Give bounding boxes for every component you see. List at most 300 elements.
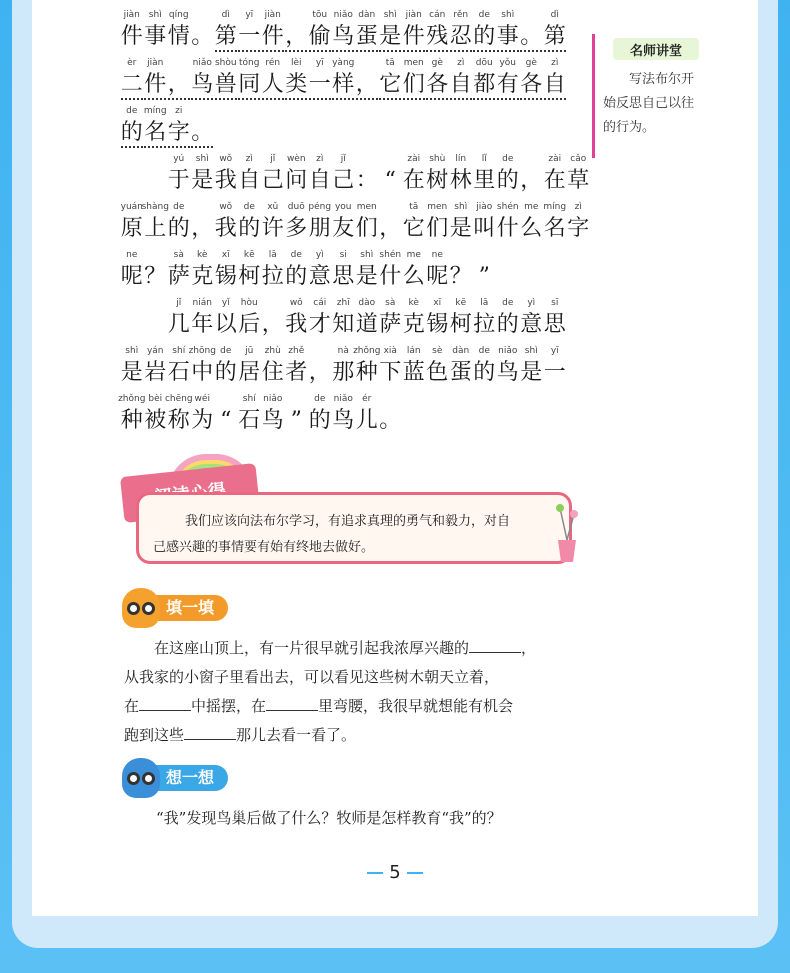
hanzi: 里 (473, 168, 496, 193)
ruby-char (332, 8, 356, 52)
ruby-char (191, 8, 215, 52)
side-note (592, 34, 700, 158)
hanzi: 下 (379, 360, 402, 385)
hanzi: 萨 (167, 264, 190, 289)
pinyin: zhī (336, 298, 350, 308)
hanzi: 人 (262, 70, 284, 100)
pinyin: zhù (264, 346, 281, 356)
hanzi: 己 (261, 168, 284, 193)
fill-in-title: 填一填 (156, 595, 228, 621)
side-note-text: 写法布尔开始反思自己以往的行为。 (603, 72, 695, 135)
ruby-char (191, 200, 215, 244)
ruby-char (473, 8, 497, 52)
ruby-char (355, 152, 379, 196)
hanzi: 。 (191, 24, 214, 49)
pinyin: de (478, 10, 490, 20)
ruby-char (473, 200, 497, 244)
ruby-char (120, 296, 144, 340)
ruby-char (496, 8, 520, 52)
pinyin: zhǒng (353, 346, 381, 356)
ruby-char (144, 56, 168, 100)
pinyin: shàng (141, 202, 169, 212)
pinyin: èr (127, 58, 137, 68)
pinyin: jiàn (123, 10, 140, 20)
pinyin: wéi (194, 394, 210, 404)
hanzi: 我 (214, 216, 237, 241)
hanzi: 呢 (120, 264, 143, 289)
ruby-char (238, 344, 262, 388)
ruby-char (402, 296, 426, 340)
fill-in-section-header (122, 592, 228, 624)
hanzi: 件 (403, 22, 425, 52)
hanzi: 克 (191, 264, 214, 289)
hanzi: 叫 (473, 216, 496, 241)
pinyin: lā (268, 250, 277, 260)
exercise-line: 在 中摇摆，在 里弯腰，我很早就想能有机会 (124, 697, 514, 715)
pinyin: zài (548, 154, 562, 164)
pinyin: men (427, 202, 448, 212)
hanzi: 的 (214, 360, 237, 385)
hanzi: 是 (191, 168, 214, 193)
hanzi: ？ (449, 264, 472, 289)
ruby-char (520, 296, 544, 340)
hanzi: 什 (379, 264, 402, 289)
pinyin: chēng (164, 394, 193, 404)
pinyin: rěn (453, 10, 469, 20)
hanzi: 中 (191, 360, 214, 385)
ruby-char (496, 344, 520, 388)
page-number: 5 (0, 862, 790, 883)
hanzi: 住 (261, 360, 284, 385)
ruby-char (402, 152, 426, 196)
ruby-char (473, 152, 497, 196)
ruby-char (449, 8, 473, 52)
ruby-char (402, 200, 426, 244)
hanzi: 的 (496, 168, 519, 193)
ruby-char (261, 296, 285, 340)
ruby-char (144, 104, 168, 148)
hanzi: 种 (120, 408, 143, 433)
story-line (120, 344, 590, 388)
ruby-char (355, 296, 379, 340)
pinyin: hòu (240, 298, 258, 308)
ruby-char (379, 344, 403, 388)
ruby-char (496, 56, 520, 100)
pinyin: shì (454, 202, 468, 212)
pinyin: yī (245, 10, 254, 20)
pinyin: xià (383, 346, 397, 356)
pinyin: shì (501, 10, 515, 20)
pinyin: ér (362, 394, 372, 404)
ruby-char (261, 392, 285, 436)
ruby-char (426, 8, 450, 52)
reading-notes-box (136, 492, 572, 564)
ruby-char (238, 8, 262, 52)
pinyin: men (356, 202, 377, 212)
blank-field[interactable] (139, 697, 191, 711)
pinyin: míng (143, 106, 167, 116)
hanzi: 蓝 (402, 360, 425, 385)
hanzi: ， (168, 70, 190, 100)
pinyin: shì (195, 154, 209, 164)
ruby-char (379, 200, 403, 244)
ruby-char (120, 152, 144, 196)
pinyin: sè (432, 346, 443, 356)
ruby-char (520, 200, 544, 244)
hanzi: 们 (355, 216, 378, 241)
hanzi: 自 (238, 168, 261, 193)
pinyin: kè (408, 298, 419, 308)
ruby-char (214, 8, 238, 52)
exercise-line: 跑到这些 那儿去看一看了。 (124, 726, 357, 744)
ruby-char (567, 152, 591, 196)
ruby-char (379, 56, 403, 100)
pinyin: de (290, 250, 302, 260)
hanzi: 意 (520, 312, 543, 337)
ruby-char (355, 248, 379, 292)
hanzi: 锡 (426, 312, 449, 337)
reading-notes-line: 己感兴趣的事情要有始有终地去做好。 (153, 540, 375, 555)
hanzi: 种 (355, 360, 378, 385)
hanzi: 我 (285, 312, 308, 337)
hanzi: 是 (520, 360, 543, 385)
ruby-char (520, 344, 544, 388)
hanzi: ， (285, 22, 307, 52)
pinyin: lín (455, 154, 467, 164)
pinyin: de (478, 346, 490, 356)
pinyin: men (403, 58, 424, 68)
pinyin: gè (431, 58, 443, 68)
ruby-char (426, 56, 450, 100)
ruby-char (543, 344, 567, 388)
pinyin: de (173, 202, 185, 212)
pinyin: gè (525, 58, 537, 68)
ruby-char (167, 104, 191, 148)
hanzi: 各 (520, 70, 542, 100)
ruby-char (285, 296, 309, 340)
ruby-char (543, 296, 567, 340)
ruby-char (191, 152, 215, 196)
ruby-char (167, 152, 191, 196)
ruby-char (543, 56, 567, 100)
hanzi: 件 (262, 22, 284, 52)
pinyin: nián (192, 298, 212, 308)
hanzi: 称 (167, 408, 190, 433)
hanzi: 们 (403, 70, 425, 100)
hanzi: 己 (332, 168, 355, 193)
hanzi: 二 (121, 70, 143, 100)
ruby-char (473, 344, 497, 388)
ruby-char (214, 200, 238, 244)
ruby-char (167, 296, 191, 340)
hanzi: 类 (285, 70, 307, 100)
ruby-char (214, 392, 238, 436)
hanzi: 的 (167, 216, 190, 241)
ruby-char (191, 392, 215, 436)
hanzi: 情 (167, 24, 190, 49)
pinyin: de (243, 202, 255, 212)
ruby-char (238, 56, 262, 100)
ruby-char (261, 248, 285, 292)
pinyin: zì (574, 202, 582, 212)
hanzi: 事 (497, 22, 519, 52)
pinyin: ne (431, 250, 443, 260)
hanzi: 石 (238, 408, 261, 433)
hanzi: 锡 (214, 264, 237, 289)
hanzi: 鸟 (261, 408, 284, 433)
pinyin: lèi (290, 58, 302, 68)
hanzi: 。 (379, 408, 402, 433)
ruby-char (449, 56, 473, 100)
pinyin: sà (173, 250, 184, 260)
hanzi: 名 (144, 118, 166, 148)
ruby-char (355, 200, 379, 244)
ruby-char (285, 344, 309, 388)
pinyin: xī (433, 298, 442, 308)
hanzi: 被 (144, 408, 167, 433)
ruby-char (120, 392, 144, 436)
pinyin: yī (315, 58, 324, 68)
ruby-char (214, 296, 238, 340)
hanzi: 们 (426, 216, 449, 241)
hanzi: 上 (144, 216, 167, 241)
hanzi: 第 (215, 22, 237, 52)
pinyin: sī (551, 298, 559, 308)
hanzi: 林 (449, 168, 472, 193)
pinyin: shì (383, 10, 397, 20)
hanzi: “ (384, 168, 396, 193)
ruby-char (426, 200, 450, 244)
hanzi: 。 (191, 118, 213, 148)
hanzi: 于 (167, 168, 190, 193)
pinyin: shí (172, 346, 186, 356)
hanzi: 的 (496, 312, 519, 337)
pinyin: zì (551, 58, 559, 68)
pinyin: zhōng (188, 346, 216, 356)
pinyin: me (406, 250, 421, 260)
ruby-char (144, 152, 168, 196)
hanzi: 年 (191, 312, 214, 337)
pinyin: xī (221, 250, 230, 260)
ruby-char (449, 152, 473, 196)
exercise-line: 从我家的小窗子里看出去，可以看见这些树木朝天立着， (124, 668, 500, 686)
hanzi: ， (261, 312, 284, 337)
hanzi: 它 (402, 216, 425, 241)
hanzi: 忍 (450, 22, 472, 52)
hanzi: 一 (309, 70, 331, 100)
story-line (120, 8, 590, 52)
hanzi: ， (379, 216, 402, 241)
ruby-char (308, 296, 332, 340)
pinyin: shì (148, 10, 162, 20)
hanzi: ， (308, 360, 331, 385)
ruby-char (543, 200, 567, 244)
ruby-char (120, 248, 144, 292)
hanzi: ” (290, 408, 302, 433)
hanzi: 自 (450, 70, 472, 100)
hanzi: 的 (121, 118, 143, 148)
ruby-char (402, 248, 426, 292)
pinyin: niǎo (192, 58, 212, 68)
ruby-char (520, 152, 544, 196)
owl-icon (122, 758, 160, 798)
ruby-char (308, 392, 332, 436)
ruby-char (238, 248, 262, 292)
ruby-char (120, 104, 144, 148)
hanzi: 字 (567, 216, 590, 241)
pinyin: shì (524, 346, 538, 356)
pinyin: dì (550, 10, 559, 20)
pinyin: jiàn (405, 10, 422, 20)
ruby-char (238, 152, 262, 196)
exercise-line: 在这座山顶上，有一片很早就引起我浓厚兴趣的 ， (154, 639, 537, 657)
hanzi: 在 (543, 168, 566, 193)
hanzi: 在 (402, 168, 425, 193)
story-line (120, 248, 590, 292)
hanzi: 蛋 (449, 360, 472, 385)
pinyin: kē (455, 298, 467, 308)
ruby-char (426, 296, 450, 340)
hanzi: 么 (520, 216, 543, 241)
pinyin: yàng (332, 58, 355, 68)
ruby-char (379, 248, 403, 292)
pinyin: niǎo (333, 394, 353, 404)
hanzi: 才 (308, 312, 331, 337)
hanzi: 鸟 (332, 22, 354, 52)
hanzi: 草 (567, 168, 590, 193)
hanzi: 鸟 (191, 70, 213, 100)
pinyin: shì (360, 250, 374, 260)
ruby-char (308, 248, 332, 292)
pinyin: tōu (312, 10, 328, 20)
pinyin: duō (287, 202, 305, 212)
story-line (120, 56, 590, 100)
hanzi: 儿 (355, 408, 378, 433)
hanzi: 各 (426, 70, 448, 100)
ruby-char (332, 248, 356, 292)
hanzi: 原 (120, 216, 143, 241)
ruby-char (120, 344, 144, 388)
ruby-char (261, 56, 285, 100)
pinyin: niǎo (333, 10, 353, 20)
story-line (120, 392, 590, 436)
ruby-char (308, 56, 332, 100)
ruby-char (191, 56, 215, 100)
blank-field[interactable] (469, 639, 521, 653)
pinyin: wèn (286, 154, 306, 164)
ruby-char (144, 248, 168, 292)
hanzi: 偷 (309, 22, 331, 52)
pinyin: shí (242, 394, 256, 404)
hanzi: 几 (167, 312, 190, 337)
pinyin: me (524, 202, 539, 212)
pinyin: qíng (168, 10, 189, 20)
ruby-char (379, 8, 403, 52)
hanzi: 知 (332, 312, 355, 337)
pinyin: yì (527, 298, 536, 308)
hanzi: 鸟 (332, 408, 355, 433)
hanzi: 的 (308, 408, 331, 433)
hanzi: ” (478, 264, 490, 289)
ruby-char (355, 56, 379, 100)
hanzi: 样 (332, 70, 354, 100)
ruby-char (191, 248, 215, 292)
ruby-char (261, 344, 285, 388)
hanzi: 友 (332, 216, 355, 241)
hanzi: 。 (520, 22, 542, 52)
ruby-char (141, 200, 169, 244)
blank-field[interactable] (184, 726, 236, 740)
hanzi: 色 (426, 360, 449, 385)
hanzi: 件 (144, 70, 166, 100)
ruby-char (238, 296, 262, 340)
ruby-char (473, 296, 497, 340)
hanzi: 柯 (449, 312, 472, 337)
hanzi: 一 (543, 360, 566, 385)
ruby-char (543, 8, 567, 52)
ruby-char (449, 344, 473, 388)
pinyin: dōu (475, 58, 493, 68)
ruby-char (332, 56, 356, 100)
pinyin: lā (480, 298, 489, 308)
pinyin: lán (406, 346, 421, 356)
side-note-badge: 名师讲堂 (613, 38, 699, 60)
hanzi: 鸟 (496, 360, 519, 385)
ruby-char (285, 248, 309, 292)
ruby-char (426, 152, 450, 196)
ruby-char (308, 152, 332, 196)
ruby-char (167, 248, 191, 292)
hanzi: 蛋 (356, 22, 378, 52)
pinyin: jǐ (340, 154, 346, 164)
hanzi: 同 (238, 70, 260, 100)
hanzi: 件 (120, 24, 143, 49)
ruby-char (520, 8, 544, 52)
pinyin: zi (175, 106, 183, 116)
ruby-char (164, 392, 193, 436)
fill-in-exercise (124, 634, 594, 750)
hanzi: 字 (168, 118, 190, 148)
pinyin: yǐ (221, 298, 230, 308)
story-line (120, 104, 590, 148)
blank-field[interactable] (266, 697, 318, 711)
pinyin: you (334, 202, 352, 212)
pinyin: tóng (239, 58, 260, 68)
ruby-char (285, 56, 309, 100)
pinyin: zhǒng (118, 394, 146, 404)
flower-pot-icon (552, 500, 582, 564)
ruby-char (167, 344, 191, 388)
pinyin: lǐ (481, 154, 487, 164)
pinyin: de (126, 106, 138, 116)
hanzi: 我 (214, 168, 237, 193)
ruby-char (402, 344, 426, 388)
ruby-char (496, 200, 520, 244)
hanzi: 的 (285, 264, 308, 289)
pinyin: zì (457, 58, 465, 68)
think-section-header (122, 762, 228, 794)
ruby-char (496, 152, 520, 196)
ruby-char (332, 200, 356, 244)
ruby-char (355, 392, 379, 436)
pinyin: de (220, 346, 232, 356)
ruby-char (543, 152, 567, 196)
hanzi: 石 (167, 360, 190, 385)
pinyin: zì (245, 154, 253, 164)
hanzi: 拉 (473, 312, 496, 337)
hanzi: 呢 (426, 264, 449, 289)
ruby-char (144, 392, 168, 436)
